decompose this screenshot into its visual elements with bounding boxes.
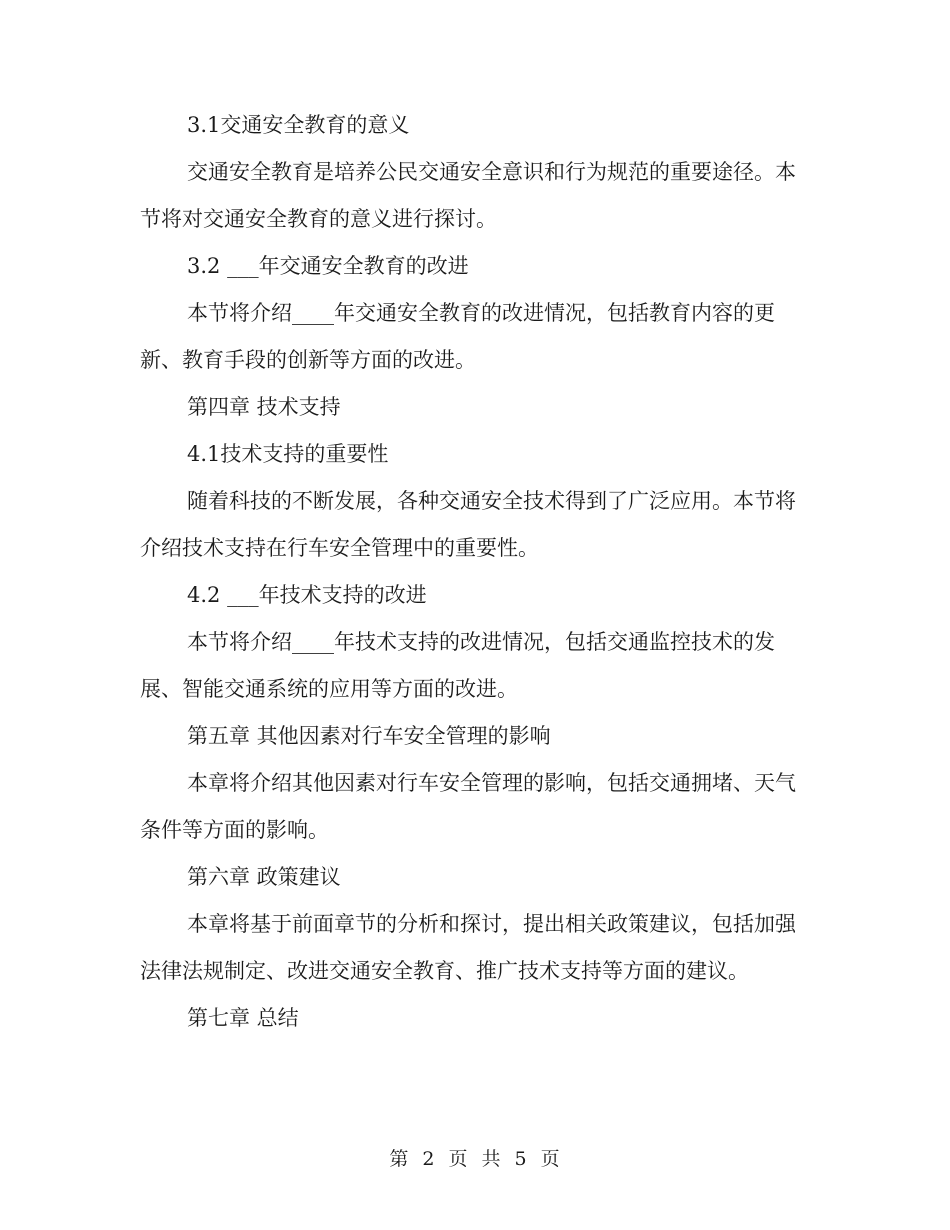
chapter-heading-4: 第四章 技术支持 <box>187 395 341 419</box>
chapter-heading-6: 第六章 政策建议 <box>187 865 341 889</box>
paragraph-5: 本章将介绍其他因素对行车安全管理的影响，包括交通拥堵、天气条件等方面的影响。 <box>140 771 796 842</box>
document-body <box>140 102 800 1042</box>
paragraph-3-2: 本节将介绍____年交通安全教育的改进情况，包括教育内容的更新、教育手段的创新等方面的改进。 <box>140 301 775 372</box>
page-number-footer: 第 2 页 共 5 页 <box>389 1148 561 1170</box>
section-heading-4-1: 4.1技术支持的重要性 <box>187 442 389 466</box>
chapter-heading-7: 第七章 总结 <box>187 1006 299 1030</box>
paragraph-6: 本章将基于前面章节的分析和探讨，提出相关政策建议，包括加强法律法规制定、改进交通安全教育、推广技术支持等方面的建议。 <box>140 912 796 983</box>
paragraph-4-1: 随着科技的不断发展，各种交通安全技术得到了广泛应用。本节将介绍技术支持在行车安全管理中的重要性。 <box>140 489 796 560</box>
paragraph-4-2: 本节将介绍____年技术支持的改进情况，包括交通监控技术的发展、智能交通系统的应用等方面的改进。 <box>140 630 775 701</box>
section-heading-3-2: 3.2 ___年交通安全教育的改进 <box>187 254 469 278</box>
chapter-heading-5: 第五章 其他因素对行车安全管理的影响 <box>187 724 551 748</box>
section-heading-4-2: 4.2 ___年技术支持的改进 <box>187 583 427 607</box>
section-heading-3-1: 3.1交通安全教育的意义 <box>187 113 410 137</box>
paragraph-3-1: 交通安全教育是培养公民交通安全意识和行为规范的重要途径。本节将对交通安全教育的意义进行探讨。 <box>140 160 796 231</box>
